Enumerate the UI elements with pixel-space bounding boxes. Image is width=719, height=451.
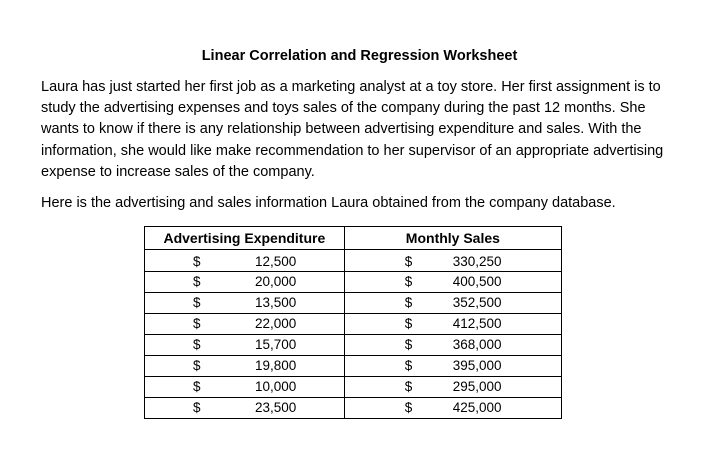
currency-symbol: $ bbox=[404, 254, 413, 269]
expenditure-cell bbox=[145, 250, 345, 272]
currency-symbol: $ bbox=[193, 379, 201, 394]
sales-cell bbox=[344, 272, 561, 293]
currency-symbol: $ bbox=[404, 379, 413, 394]
currency-symbol: $ bbox=[404, 337, 413, 352]
expenditure-cell bbox=[145, 314, 345, 335]
sales-value: 295,000 bbox=[452, 379, 502, 394]
currency-symbol: $ bbox=[404, 274, 413, 289]
currency-symbol: $ bbox=[193, 254, 201, 269]
table-row bbox=[145, 377, 562, 398]
expenditure-value: 23,500 bbox=[255, 400, 297, 415]
sales-value: 352,500 bbox=[452, 295, 502, 310]
currency-symbol: $ bbox=[193, 274, 201, 289]
sales-value: 395,000 bbox=[452, 358, 502, 373]
sales-value: 425,000 bbox=[452, 400, 502, 415]
table-row bbox=[145, 335, 562, 356]
advertising-sales-table bbox=[144, 226, 562, 419]
expenditure-cell bbox=[145, 335, 345, 356]
table-row bbox=[145, 356, 562, 377]
currency-symbol: $ bbox=[193, 358, 201, 373]
expenditure-cell bbox=[145, 272, 345, 293]
currency-symbol: $ bbox=[404, 400, 413, 415]
currency-symbol: $ bbox=[404, 358, 413, 373]
worksheet-title: Linear Correlation and Regression Worksheet bbox=[201, 48, 518, 64]
expenditure-value: 15,700 bbox=[255, 337, 297, 352]
expenditure-cell bbox=[145, 356, 345, 377]
expenditure-value: 13,500 bbox=[255, 295, 297, 310]
expenditure-cell bbox=[145, 398, 345, 419]
sales-cell bbox=[344, 293, 561, 314]
sales-cell bbox=[344, 356, 561, 377]
sales-cell bbox=[344, 250, 561, 272]
expenditure-cell bbox=[145, 293, 345, 314]
sales-value: 412,500 bbox=[452, 316, 502, 331]
sales-cell bbox=[344, 398, 561, 419]
sales-value: 368,000 bbox=[452, 337, 502, 352]
header-advertising-expenditure: Advertising Expenditure bbox=[145, 227, 345, 250]
expenditure-value: 20,000 bbox=[255, 274, 297, 289]
currency-symbol: $ bbox=[404, 295, 413, 310]
sales-cell bbox=[344, 314, 561, 335]
currency-symbol: $ bbox=[193, 337, 201, 352]
sales-cell bbox=[344, 377, 561, 398]
table-row bbox=[145, 398, 562, 419]
expenditure-value: 19,800 bbox=[255, 358, 297, 373]
lead-in-sentence: Here is the advertising and sales information Laura obtained from the company database. bbox=[41, 195, 616, 211]
currency-symbol: $ bbox=[193, 316, 201, 331]
currency-symbol: $ bbox=[193, 400, 201, 415]
table-row bbox=[145, 250, 562, 272]
expenditure-value: 22,000 bbox=[255, 316, 297, 331]
sales-value: 330,250 bbox=[452, 254, 502, 269]
expenditure-cell bbox=[145, 377, 345, 398]
table-row bbox=[145, 293, 562, 314]
sales-cell bbox=[344, 335, 561, 356]
sales-value: 400,500 bbox=[452, 274, 502, 289]
table-row bbox=[145, 314, 562, 335]
expenditure-value: 12,500 bbox=[255, 254, 297, 269]
intro-paragraph: Laura has just started her first job as a marketing analyst at a toy store. Her first assignment is to study the advertising expenses and toys sales of the company during the past 12 months. She wants to know if there is any relationship between advertising expenditure and sales. With the information, she would like make recommendation to her supervisor of an appropriate advertising expense to increase sales of the company. bbox=[41, 79, 664, 180]
header-monthly-sales: Monthly Sales bbox=[344, 227, 561, 250]
expenditure-value: 10,000 bbox=[255, 379, 297, 394]
currency-symbol: $ bbox=[404, 316, 413, 331]
currency-symbol: $ bbox=[193, 295, 201, 310]
table-header-row bbox=[145, 227, 562, 250]
table-row bbox=[145, 272, 562, 293]
